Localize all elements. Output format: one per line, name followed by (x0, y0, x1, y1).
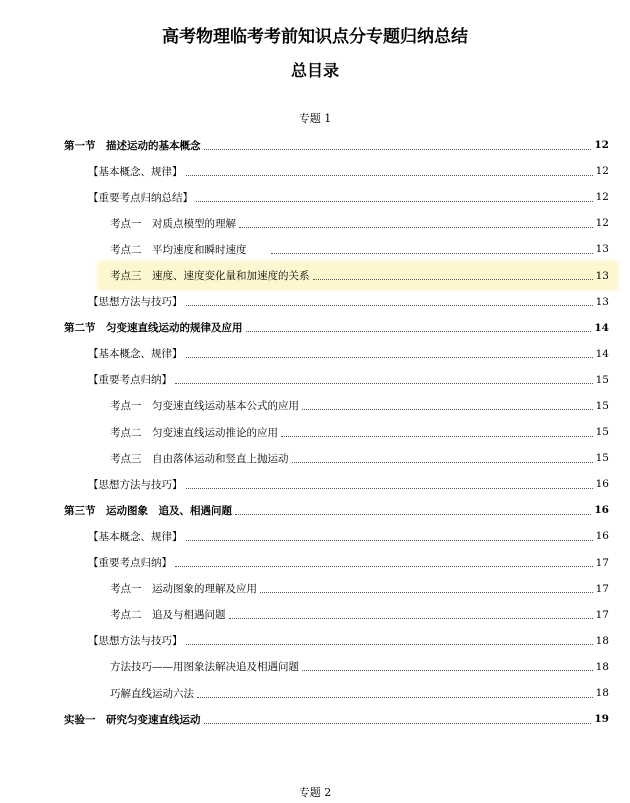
toc-entry-page: 12 (595, 191, 609, 204)
dot-leader (235, 514, 591, 515)
toc-entry-page: 13 (595, 295, 609, 308)
dot-leader (246, 331, 592, 332)
toc-entry[interactable] (0, 576, 630, 602)
toc-entry-label: 【思想方法与技巧】 (88, 635, 183, 648)
toc-entry[interactable] (0, 602, 630, 628)
toc-entry[interactable] (0, 184, 630, 210)
toc-entry-label: 考点三 自由落体运动和竖直上抛运动 (110, 452, 289, 465)
table-of-contents (0, 132, 630, 732)
toc-entry[interactable] (0, 497, 630, 523)
toc-entry[interactable] (0, 367, 630, 393)
dot-leader (292, 462, 593, 463)
toc-entry-label: 方法技巧——用图象法解决追及相遇问题 (110, 661, 299, 674)
dot-leader (186, 644, 593, 645)
dot-leader (196, 201, 593, 202)
toc-entry[interactable] (0, 262, 630, 288)
toc-entry-label: 【基本概念、规律】 (88, 348, 183, 361)
toc-entry[interactable] (0, 210, 630, 236)
toc-entry-page: 12 (595, 165, 609, 178)
toc-entry-label: 【重要考点归纳】 (88, 374, 172, 387)
toc-entry-label: 考点三 速度、速度变化量和加速度的关系 (110, 270, 310, 283)
toc-entry-page: 18 (595, 660, 609, 673)
toc-entry-page: 15 (595, 373, 609, 386)
toc-entry-page: 15 (595, 399, 609, 412)
dot-leader (229, 618, 593, 619)
dot-leader (186, 175, 593, 176)
toc-entry[interactable] (0, 550, 630, 576)
toc-entry-page: 17 (595, 556, 609, 569)
toc-entry-label: 考点一 对质点模型的理解 (110, 217, 236, 230)
toc-entry-label: 巧解直线运动六法 (110, 687, 194, 700)
toc-entry-page: 19 (594, 713, 609, 726)
dot-leader (186, 540, 593, 541)
toc-entry-label: 考点一 运动图象的理解及应用 (110, 583, 257, 596)
toc-entry-label: 【基本概念、规律】 (88, 530, 183, 543)
toc-entry-label: 【思想方法与技巧】 (88, 478, 183, 491)
toc-entry-page: 12 (594, 139, 609, 152)
dot-leader (271, 253, 593, 254)
toc-entry-label: 【基本概念、规律】 (88, 165, 183, 178)
toc-entry-page: 16 (595, 478, 609, 491)
toc-entry[interactable] (0, 680, 630, 706)
toc-entry-page: 17 (595, 582, 609, 595)
toc-entry-page: 18 (595, 634, 609, 647)
toc-entry-label: 第三节 运动图象 追及、相遇问题 (64, 504, 232, 517)
toc-entry[interactable] (0, 523, 630, 549)
toc-entry[interactable] (0, 315, 630, 341)
section-label-top: 专题 1 (298, 112, 332, 125)
toc-entry-label: 考点二 追及与相遇问题 (110, 609, 226, 622)
toc-entry[interactable] (0, 158, 630, 184)
toc-entry[interactable] (0, 445, 630, 471)
toc-entry-page: 16 (595, 530, 609, 543)
toc-entry-label: 【重要考点归纳】 (88, 557, 172, 570)
toc-entry[interactable] (0, 393, 630, 419)
toc-entry[interactable] (0, 706, 630, 732)
dot-leader (281, 436, 593, 437)
toc-entry[interactable] (0, 289, 630, 315)
toc-entry-label: 考点一 匀变速直线运动基本公式的应用 (110, 400, 299, 413)
dot-leader (186, 488, 593, 489)
toc-entry[interactable] (0, 471, 630, 497)
dot-leader (186, 305, 593, 306)
document-subtitle: 总目录 (290, 61, 339, 80)
toc-entry[interactable] (0, 341, 630, 367)
toc-entry-label: 第二节 匀变速直线运动的规律及应用 (64, 322, 243, 335)
toc-entry-page: 12 (595, 217, 609, 230)
toc-entry-label: 【重要考点归纳总结】 (88, 191, 193, 204)
dot-leader (204, 149, 592, 150)
dot-leader (239, 227, 593, 228)
document-title: 高考物理临考考前知识点分专题归纳总结 (162, 27, 468, 47)
toc-entry[interactable] (0, 654, 630, 680)
dot-leader (313, 279, 593, 280)
toc-entry-page: 16 (594, 504, 609, 517)
dot-leader (175, 383, 593, 384)
toc-entry[interactable] (0, 132, 630, 158)
toc-entry-page: 17 (595, 608, 609, 621)
dot-leader (302, 409, 593, 410)
toc-entry[interactable] (0, 628, 630, 654)
section-label-bottom: 专题 2 (298, 786, 332, 799)
toc-entry-page: 14 (594, 321, 609, 334)
toc-entry-label: 第一节 描述运动的基本概念 (64, 139, 201, 152)
toc-entry-label: 考点二 平均速度和瞬时速度 (110, 243, 268, 256)
dot-leader (204, 723, 592, 724)
toc-entry[interactable] (0, 236, 630, 262)
toc-entry-page: 15 (595, 452, 609, 465)
toc-entry-page: 13 (595, 269, 609, 282)
toc-entry-label: 考点二 匀变速直线运动推论的应用 (110, 426, 278, 439)
toc-entry-label: 实验一 研究匀变速直线运动 (64, 713, 201, 726)
dot-leader (197, 697, 593, 698)
toc-entry-page: 18 (595, 687, 609, 700)
dot-leader (186, 357, 593, 358)
toc-entry-page: 13 (595, 243, 609, 256)
toc-entry[interactable] (0, 419, 630, 445)
dot-leader (260, 592, 593, 593)
toc-entry-page: 14 (595, 347, 609, 360)
dot-leader (175, 566, 593, 567)
toc-entry-label: 【思想方法与技巧】 (88, 296, 183, 309)
dot-leader (302, 670, 593, 671)
toc-entry-page: 15 (595, 426, 609, 439)
